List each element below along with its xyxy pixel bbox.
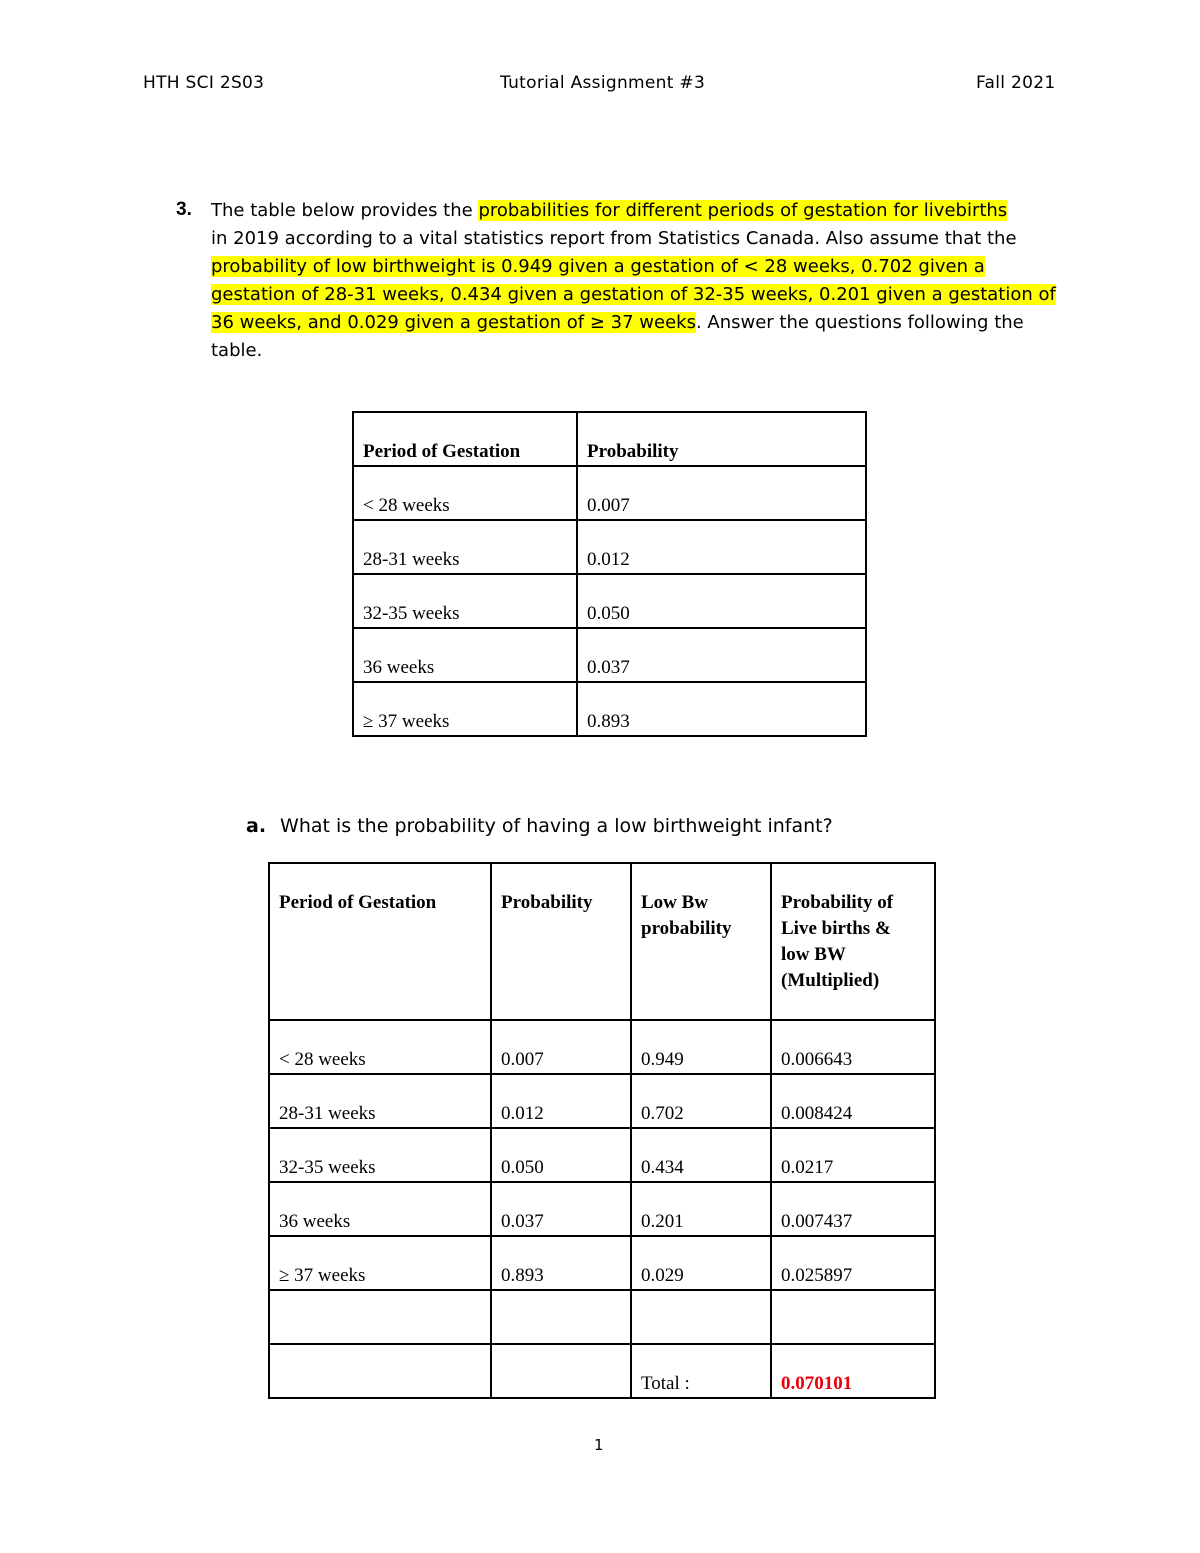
table-cell (491, 1344, 631, 1398)
table-row (269, 1020, 935, 1074)
table-cell: 0.012 (577, 520, 866, 574)
table-cell: < 28 weeks (269, 1020, 491, 1074)
table-header-cell (491, 863, 631, 1020)
table-cell: 32-35 weeks (269, 1128, 491, 1182)
table-header-cell: Period of Gestation (353, 412, 577, 466)
question-text (211, 197, 1071, 365)
header-line: low BW (781, 944, 846, 965)
table-header-cell (771, 863, 935, 1020)
highlighted-text: gestation of 28-31 weeks, 0.434 given a gestation of 32-35 weeks, 0.201 given a gestation of (211, 284, 1056, 305)
table-cell: 0.006643 (771, 1020, 935, 1074)
question-text-segment: table. (211, 340, 263, 361)
table-row (353, 682, 866, 736)
table-row (269, 1236, 935, 1290)
table-cell: ≥ 37 weeks (353, 682, 577, 736)
table-cell (631, 1290, 771, 1344)
table-row (353, 520, 866, 574)
question-text-segment: in 2019 according to a vital statistics report from Statistics Canada. Also assume that the (211, 228, 1017, 249)
table-cell: 32-35 weeks (353, 574, 577, 628)
table-cell (771, 1290, 935, 1344)
gestation-probability-table (352, 411, 867, 737)
header-line: Live births & (781, 918, 891, 939)
table-cell: 0.029 (631, 1236, 771, 1290)
table-cell: 0.050 (577, 574, 866, 628)
table-cell: 0.007 (491, 1020, 631, 1074)
subquestion-a-text: What is the probability of having a low birthweight infant? (280, 815, 833, 837)
table-cell (269, 1290, 491, 1344)
table-cell: 0.007 (577, 466, 866, 520)
total-label: Total : (631, 1344, 771, 1398)
table-row (269, 1128, 935, 1182)
table-cell: 0.037 (577, 628, 866, 682)
table-cell: 0.893 (577, 682, 866, 736)
table-cell (491, 1290, 631, 1344)
page-number: 1 (594, 1436, 604, 1454)
header-line: Period of Gestation (279, 892, 437, 913)
total-row (269, 1344, 935, 1398)
header-assignment-title: Tutorial Assignment #3 (500, 73, 706, 93)
table-cell: 0.949 (631, 1020, 771, 1074)
table-header-cell (631, 863, 771, 1020)
table-cell: 36 weeks (353, 628, 577, 682)
table-cell: 0.007437 (771, 1182, 935, 1236)
question-line (211, 225, 1071, 253)
table-cell: 0.008424 (771, 1074, 935, 1128)
header-term: Fall 2021 (976, 73, 1056, 93)
table-cell: 0.012 (491, 1074, 631, 1128)
table-cell: 0.037 (491, 1182, 631, 1236)
table-header-cell: Probability (577, 412, 866, 466)
highlighted-text: probabilities for different periods of gestation for livebirths (478, 200, 1008, 221)
table-row (269, 1074, 935, 1128)
header-line: Probability (501, 892, 593, 913)
table-cell: 0.434 (631, 1128, 771, 1182)
total-value: 0.070101 (771, 1344, 935, 1398)
table-row (353, 574, 866, 628)
low-birthweight-calculation-table (268, 862, 936, 1399)
table-row (269, 1290, 935, 1344)
table-header-cell (269, 863, 491, 1020)
table-row (353, 628, 866, 682)
table-cell: 0.0217 (771, 1128, 935, 1182)
question-text-segment: The table below provides the (211, 200, 479, 221)
header-line: Probability of (781, 892, 894, 913)
table-cell (269, 1344, 491, 1398)
table-cell: ≥ 37 weeks (269, 1236, 491, 1290)
table-cell: 28-31 weeks (269, 1074, 491, 1128)
table-cell: 0.201 (631, 1182, 771, 1236)
table-cell: 0.050 (491, 1128, 631, 1182)
table-cell: 0.702 (631, 1074, 771, 1128)
table-header-row (353, 412, 866, 466)
table-cell: 36 weeks (269, 1182, 491, 1236)
question-line (211, 197, 1071, 225)
table-cell: 0.025897 (771, 1236, 935, 1290)
question-line (211, 281, 1071, 309)
table-cell: 0.893 (491, 1236, 631, 1290)
header-line: probability (641, 918, 732, 939)
header-line: Low Bw (641, 892, 709, 913)
header-line: (Multiplied) (781, 970, 880, 991)
subquestion-a-label: a. (246, 815, 267, 837)
question-text-segment: . Answer the questions following the (695, 312, 1024, 333)
question-number: 3. (176, 199, 192, 220)
table-header-row (269, 863, 935, 1020)
table-row (269, 1182, 935, 1236)
table-cell: 28-31 weeks (353, 520, 577, 574)
header-course-code: HTH SCI 2S03 (143, 73, 265, 93)
highlighted-text: 36 weeks, and 0.029 given a gestation of ≥ 37 weeks (211, 312, 696, 333)
highlighted-text: probability of low birthweight is 0.949 given a gestation of < 28 weeks, 0.702 given a (211, 256, 985, 277)
table-row (353, 466, 866, 520)
subquestion-a (246, 815, 833, 837)
table-cell: < 28 weeks (353, 466, 577, 520)
question-line (211, 337, 1071, 365)
question-line (211, 309, 1071, 337)
question-line (211, 253, 1071, 281)
